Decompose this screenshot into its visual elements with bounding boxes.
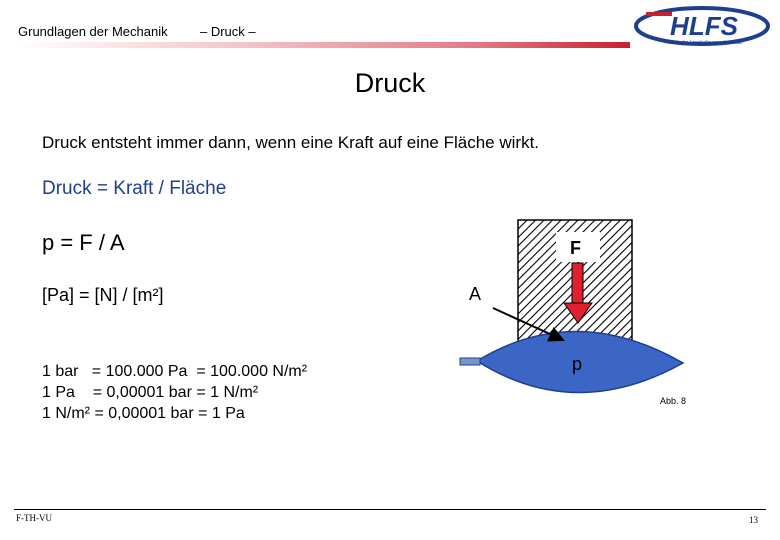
course-title: Grundlagen der Mechanik: [18, 24, 168, 39]
definition-text: Druck entsteht immer dann, wenn eine Kraft auf eine Fläche wirkt.: [42, 133, 540, 152]
pressure-label: p: [572, 354, 583, 374]
header-divider: [14, 42, 630, 48]
formula-symbols: p = F / A: [42, 230, 125, 255]
figure-caption: Abb. 8: [660, 396, 687, 406]
conversion-line: 1 bar = 100.000 Pa = 100.000 N/m²: [42, 363, 308, 380]
conversion-line: 1 N/m² = 0,00001 bar = 1 Pa: [42, 405, 245, 422]
page-number: 13: [749, 515, 758, 525]
logo-text: HLFS: [670, 11, 738, 41]
area-tab: [460, 358, 480, 365]
unit-formula: [Pa] = [N] / [m²]: [42, 285, 164, 305]
section-title: – Druck –: [200, 24, 256, 39]
slide-title: Druck: [354, 68, 426, 98]
footer-divider: [14, 509, 766, 510]
force-arrow-shaft: [572, 263, 583, 303]
area-label: A: [469, 284, 482, 304]
conversion-list: [42, 361, 307, 424]
hlfs-logo: [632, 4, 772, 52]
logo-subtext: Hessische Landesfeuerwehrschule: [665, 40, 743, 46]
force-label: F: [570, 238, 581, 258]
footer-code: F-TH-VU: [16, 513, 52, 523]
pressure-diagram: [455, 215, 715, 415]
conversion-line: 1 Pa = 0,00001 bar = 1 N/m²: [42, 384, 259, 401]
formula-words: Druck = Kraft / Fläche: [42, 178, 227, 199]
